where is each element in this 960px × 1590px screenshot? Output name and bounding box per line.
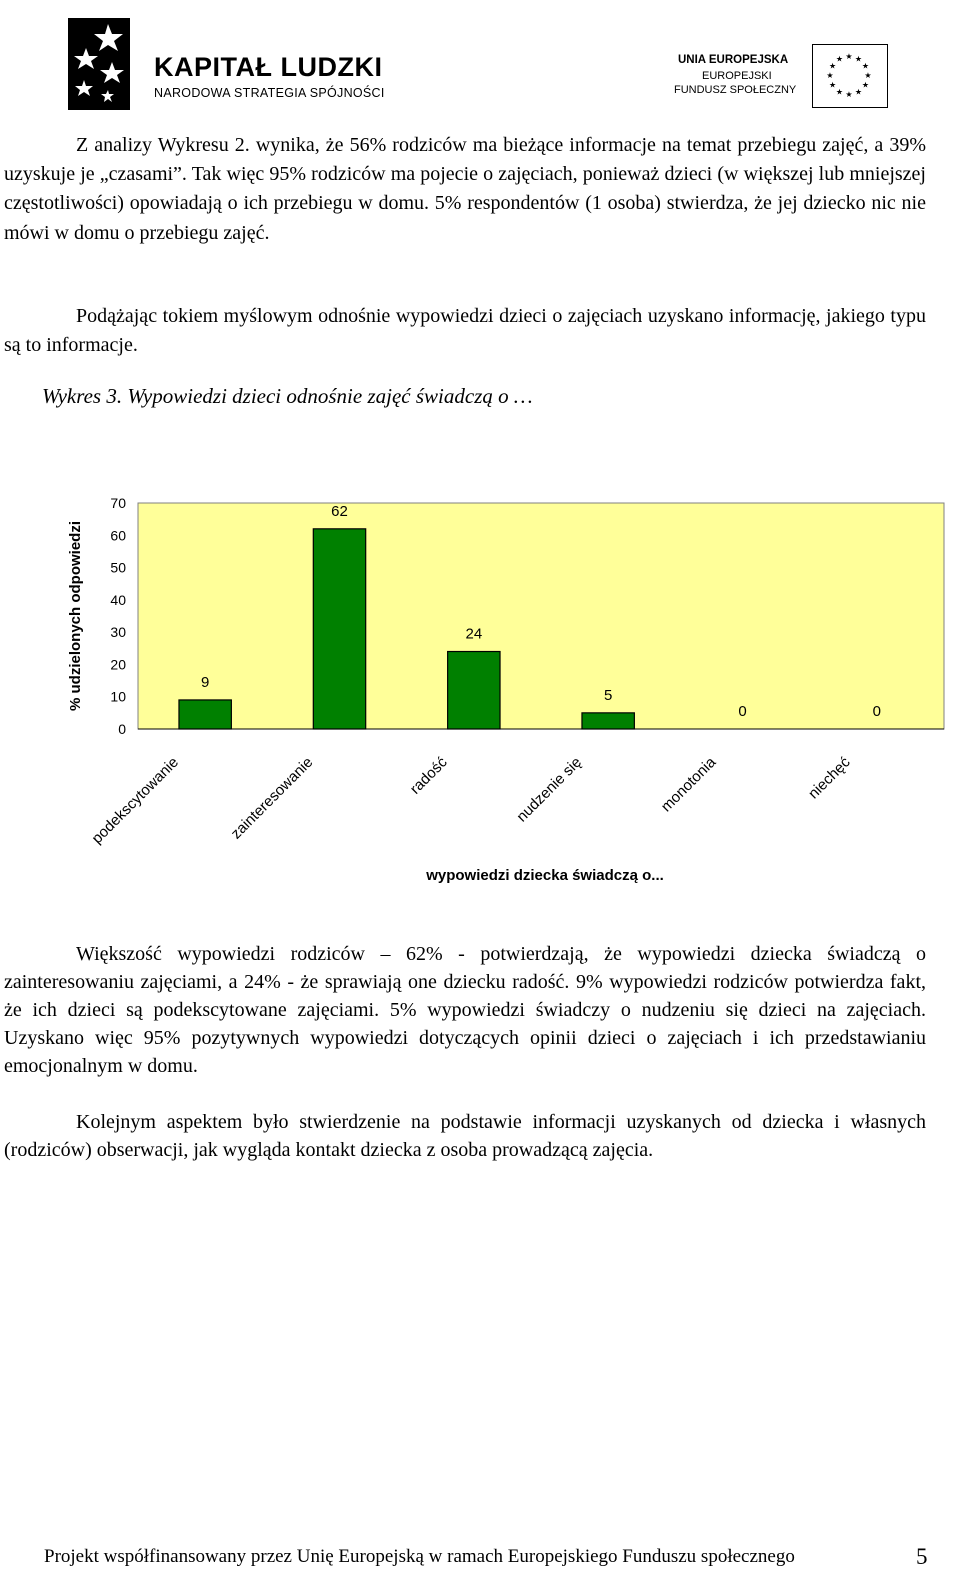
- kapital-ludzki-logo: [68, 18, 398, 113]
- paragraph-2: [4, 302, 926, 360]
- data-label: 0: [872, 703, 882, 720]
- eu-fund-logo: [672, 44, 902, 110]
- y-tick-label: 10: [110, 688, 126, 705]
- bar-chart: [0, 470, 960, 890]
- y-tick-label: 0: [118, 721, 126, 737]
- page-header: [0, 0, 960, 130]
- bar: [179, 700, 231, 729]
- data-label: 9: [200, 673, 210, 691]
- y-tick-label: 60: [110, 527, 126, 544]
- y-tick-label: 50: [110, 559, 126, 576]
- x-tick-label: nudzenie się: [513, 753, 585, 826]
- x-axis-title: wypowiedzi dziecka świadczą o...: [426, 867, 664, 884]
- data-label: 5: [603, 686, 613, 704]
- eu-star-icon: ★: [835, 54, 844, 64]
- page-number: 5: [916, 1544, 928, 1569]
- kapital-ludzki-emblem: [68, 18, 130, 110]
- x-tick-label: podekscytowanie: [88, 753, 182, 848]
- data-label: 24: [465, 625, 483, 643]
- bar: [313, 529, 365, 729]
- eu-logo-line1: UNIA EUROPEJSKA: [678, 54, 789, 66]
- kapital-ludzki-subtitle: NARODOWA STRATEGIA SPÓJNOŚCI: [154, 86, 385, 100]
- y-tick-label: 70: [110, 495, 126, 511]
- eu-star-icon: ★: [854, 54, 863, 64]
- paragraph-1: [4, 131, 926, 248]
- y-tick-label: 40: [110, 591, 126, 608]
- chart-caption: Wykres 3. Wypowiedzi dzieci odnośnie zajęć świadczą o …: [42, 384, 533, 408]
- x-tick-label: niechęć: [805, 753, 854, 803]
- paragraph-4: [4, 1108, 926, 1164]
- paragraph-4-text: Kolejnym aspektem było stwierdzenie na podstawie informacji uzyskanych od dziecka i własnych (rodziców) obserwacji, jak wygląda kontakt dziecka z osoba prowadzącą zajęcia.: [4, 1111, 926, 1161]
- eu-star-icon: ★: [845, 52, 853, 61]
- x-tick-label: monotonia: [657, 753, 720, 816]
- eu-logo-line2: EUROPEJSKI: [702, 70, 772, 82]
- eu-star-icon: ★: [826, 71, 834, 80]
- eu-star-icon: ★: [854, 87, 863, 97]
- y-tick-label: 20: [110, 656, 126, 673]
- paragraph-3: [4, 940, 926, 1080]
- data-label: 0: [738, 703, 747, 720]
- y-tick-label: 30: [110, 624, 126, 641]
- eu-star-icon: ★: [861, 61, 870, 71]
- bar: [582, 713, 634, 729]
- eu-star-icon: ★: [861, 80, 870, 90]
- paragraph-1-text: Z analizy Wykresu 2. wynika, że 56% rodziców ma bieżące informacje na temat przebiegu zajęć, a 39% uzyskuje je „czasami”. Tak więc 95% rodziców ma pojecie o zajęciach, ponieważ dzieci (w większej lub mniejszej częstotliwości) opowiadają o ich przebiegu w domu. 5% respondentów (1 osoba) stwierdza, że jej dziecko nic nie mówi w domu o przebiegu zajęć.: [4, 134, 926, 244]
- kapital-ludzki-title: KAPITAŁ LUDZKI: [154, 52, 383, 82]
- eu-star-icon: ★: [828, 80, 837, 90]
- eu-logo-line3: FUNDUSZ SPOŁECZNY: [674, 84, 797, 96]
- x-tick-label: radość: [406, 753, 451, 798]
- eu-star-icon: ★: [864, 71, 872, 80]
- paragraph-3-text: Większość wypowiedzi rodziców – 62% - potwierdzają, że wypowiedzi dziecka świadczą o zainteresowaniu zajęciami, a 24% - że sprawiają one dziecku radość. 9% wypowiedzi rodziców potwierdza fakt, że ich dzieci są podekscytowane zajęciami. 5% wypowiedzi świadczy o nudzeniu się dzieci na zajęciach. Uzyskano więc 95% pozytywnych wypowiedzi dotyczących opinii dzieci o zajęciach i ich przedstawianiu emocjonalnym w domu.: [4, 943, 926, 1077]
- eu-flag-icon: [812, 44, 888, 108]
- eu-star-icon: ★: [828, 61, 837, 71]
- paragraph-2-text: Podążając tokiem myślowym odnośnie wypowiedzi dzieci o zajęciach uzyskano informację, jakiego typu są to informacje.: [4, 305, 926, 357]
- x-tick-label: zainteresowanie: [227, 753, 317, 843]
- data-label: 62: [331, 502, 348, 520]
- eu-star-icon: ★: [835, 87, 844, 97]
- bar: [448, 652, 500, 729]
- chart-plot-area: [138, 503, 944, 729]
- eu-star-icon: ★: [845, 90, 853, 99]
- y-axis-title: % udzielonych odpowiedzi: [67, 520, 84, 712]
- footer-text: Projekt współfinansowany przez Unię Europejską w ramach Europejskiego Funduszu społecznego: [44, 1546, 795, 1567]
